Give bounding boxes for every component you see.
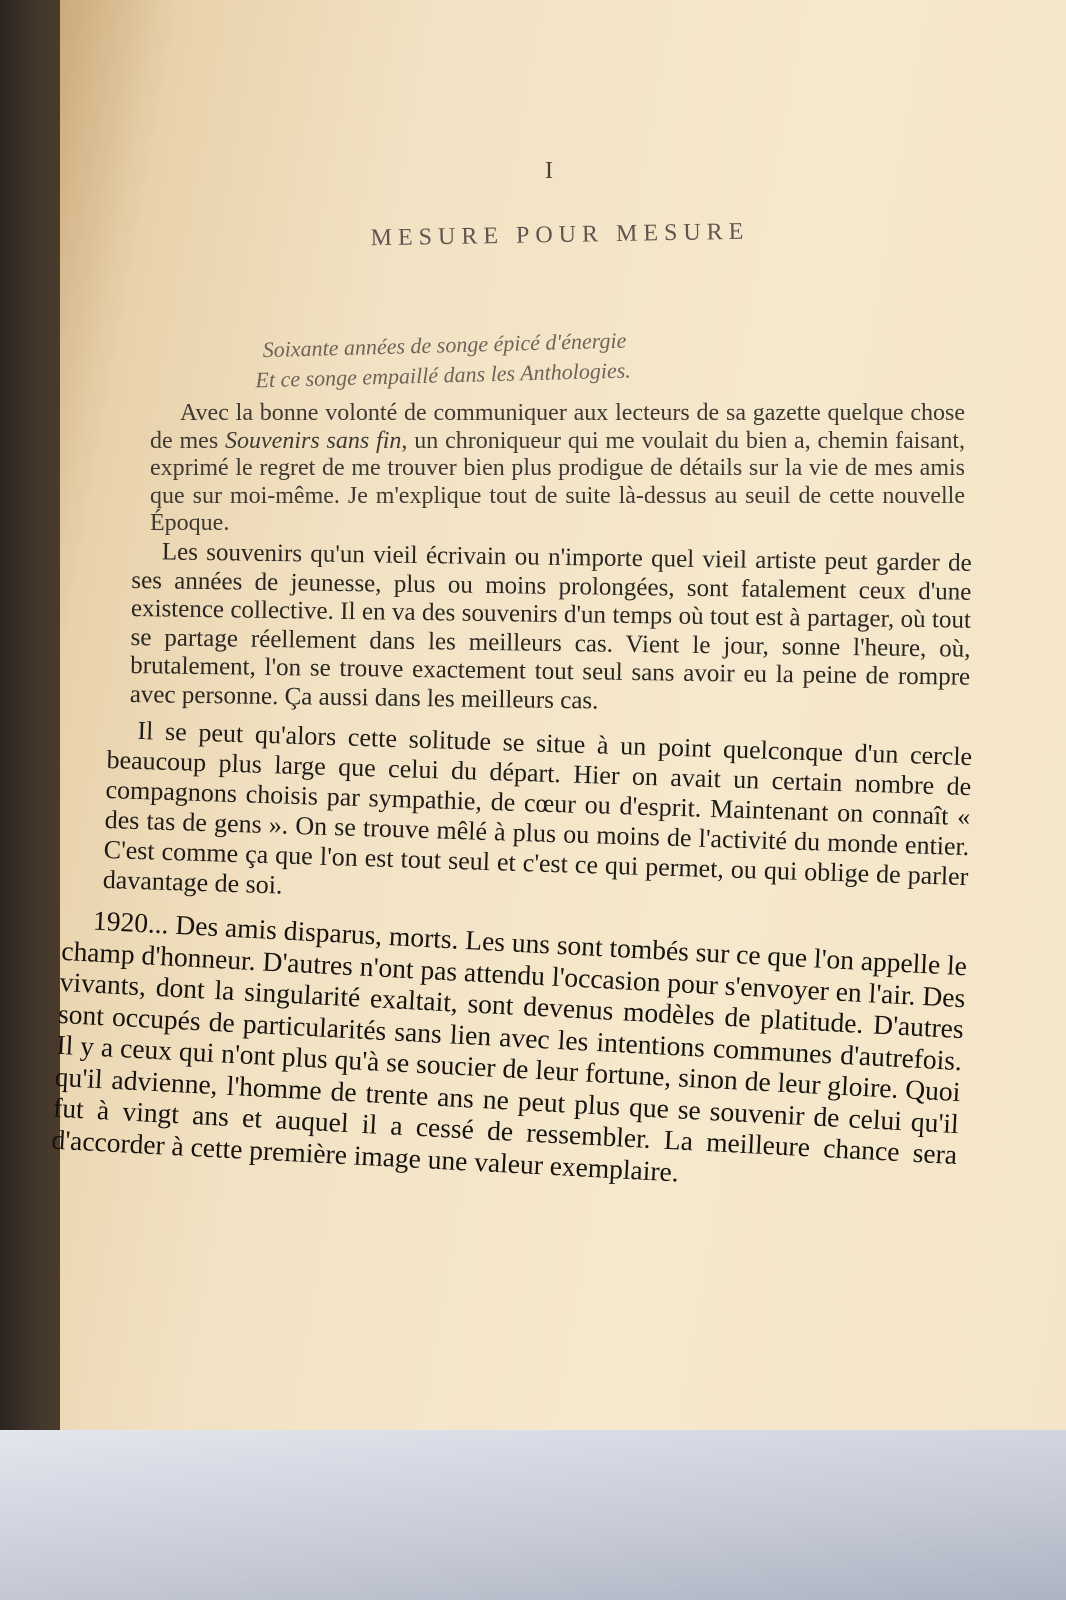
chapter-title: MESURE POUR MESURE (370, 218, 750, 252)
paragraph-1-end: , un chroniqueur qui me voulait du bien a, chemin faisant, exprimé le regret de me trouver bien plus prodigue de détails sur la vie de mes amis que sur moi-même. Je m'explique tout de suite là-dessus au seuil de cette nouvelle Époque. (150, 427, 966, 537)
chapter-number: I (545, 158, 553, 184)
paragraph-1-start: Avec la bonne volonté de communiquer aux lecteurs de sa gazette quelque chose de mes (150, 400, 965, 454)
paragraph-4: 1920... Des amis disparus, morts. Les uns sont tombés sur ce que l'on appelle le champ d'honneur. D'autres n'ont pas attendu l'occasion pour s'envoyer en l'air. Des vivants, dont la singularité exaltait, sont devenus modèles de platitude. D'autres sont occupés de particularités sans lien avec les intentions communes d'autrefois. Il y a ceux qui n'ont plus qu'à se soucier de leur fortune, sinon de leur gloire. Quoi qu'il advienne, l'homme de trente ans ne peut plus que se souvenir de celui qu'il fut à vingt ans et auquel il a cessé de ressembler. La meilleure chance sera d'accorder à cette première image une valeur exemplaire. (50, 904, 968, 1187)
epigraph-line-1: Soixante années de songe épicé d'énergie (262, 327, 627, 363)
epigraph-line-2: Et ce songe empaillé dans les Anthologies. (255, 357, 632, 393)
paragraph-2: Les souvenirs qu'un vieil écrivain ou n'importe quel vieil artiste peut garder de ses années de jeunesse, plus ou moins prolongées, sont fatalement ceux d'une existence collective. Il en va des souvenirs d'un temps où tout est à partager, où tout se partage réellement dans les meilleurs cas. Vient le jour, sonne l'heure, où, brutalement, l'on se trouve exactement tout seul sans avoir eu la peine de rompre avec personne. Ça aussi dans les meilleurs cas. (129, 538, 972, 714)
paragraph-3: Il se peut qu'alors cette solitude se situe à un point quelconque d'un cercle beaucoup plus large que celui du départ. Hier on avait un certain nombre de compagnons choisis par sympathie, de cœur ou d'esprit. Maintenant on connaît « des tas de gens ». On se trouve mêlé à plus ou moins de l'activité du monde entier. C'est comme ça que l'on est tout seul et c'est ce qui permet, ou qui oblige de parler davantage de soi. (102, 715, 973, 900)
epigraph (254, 321, 815, 396)
body-text (50, 400, 973, 1187)
paragraph-1-book-title: Souvenirs sans fin (225, 427, 402, 454)
background-cloth (0, 1430, 1066, 1600)
paragraph-1 (150, 400, 965, 538)
